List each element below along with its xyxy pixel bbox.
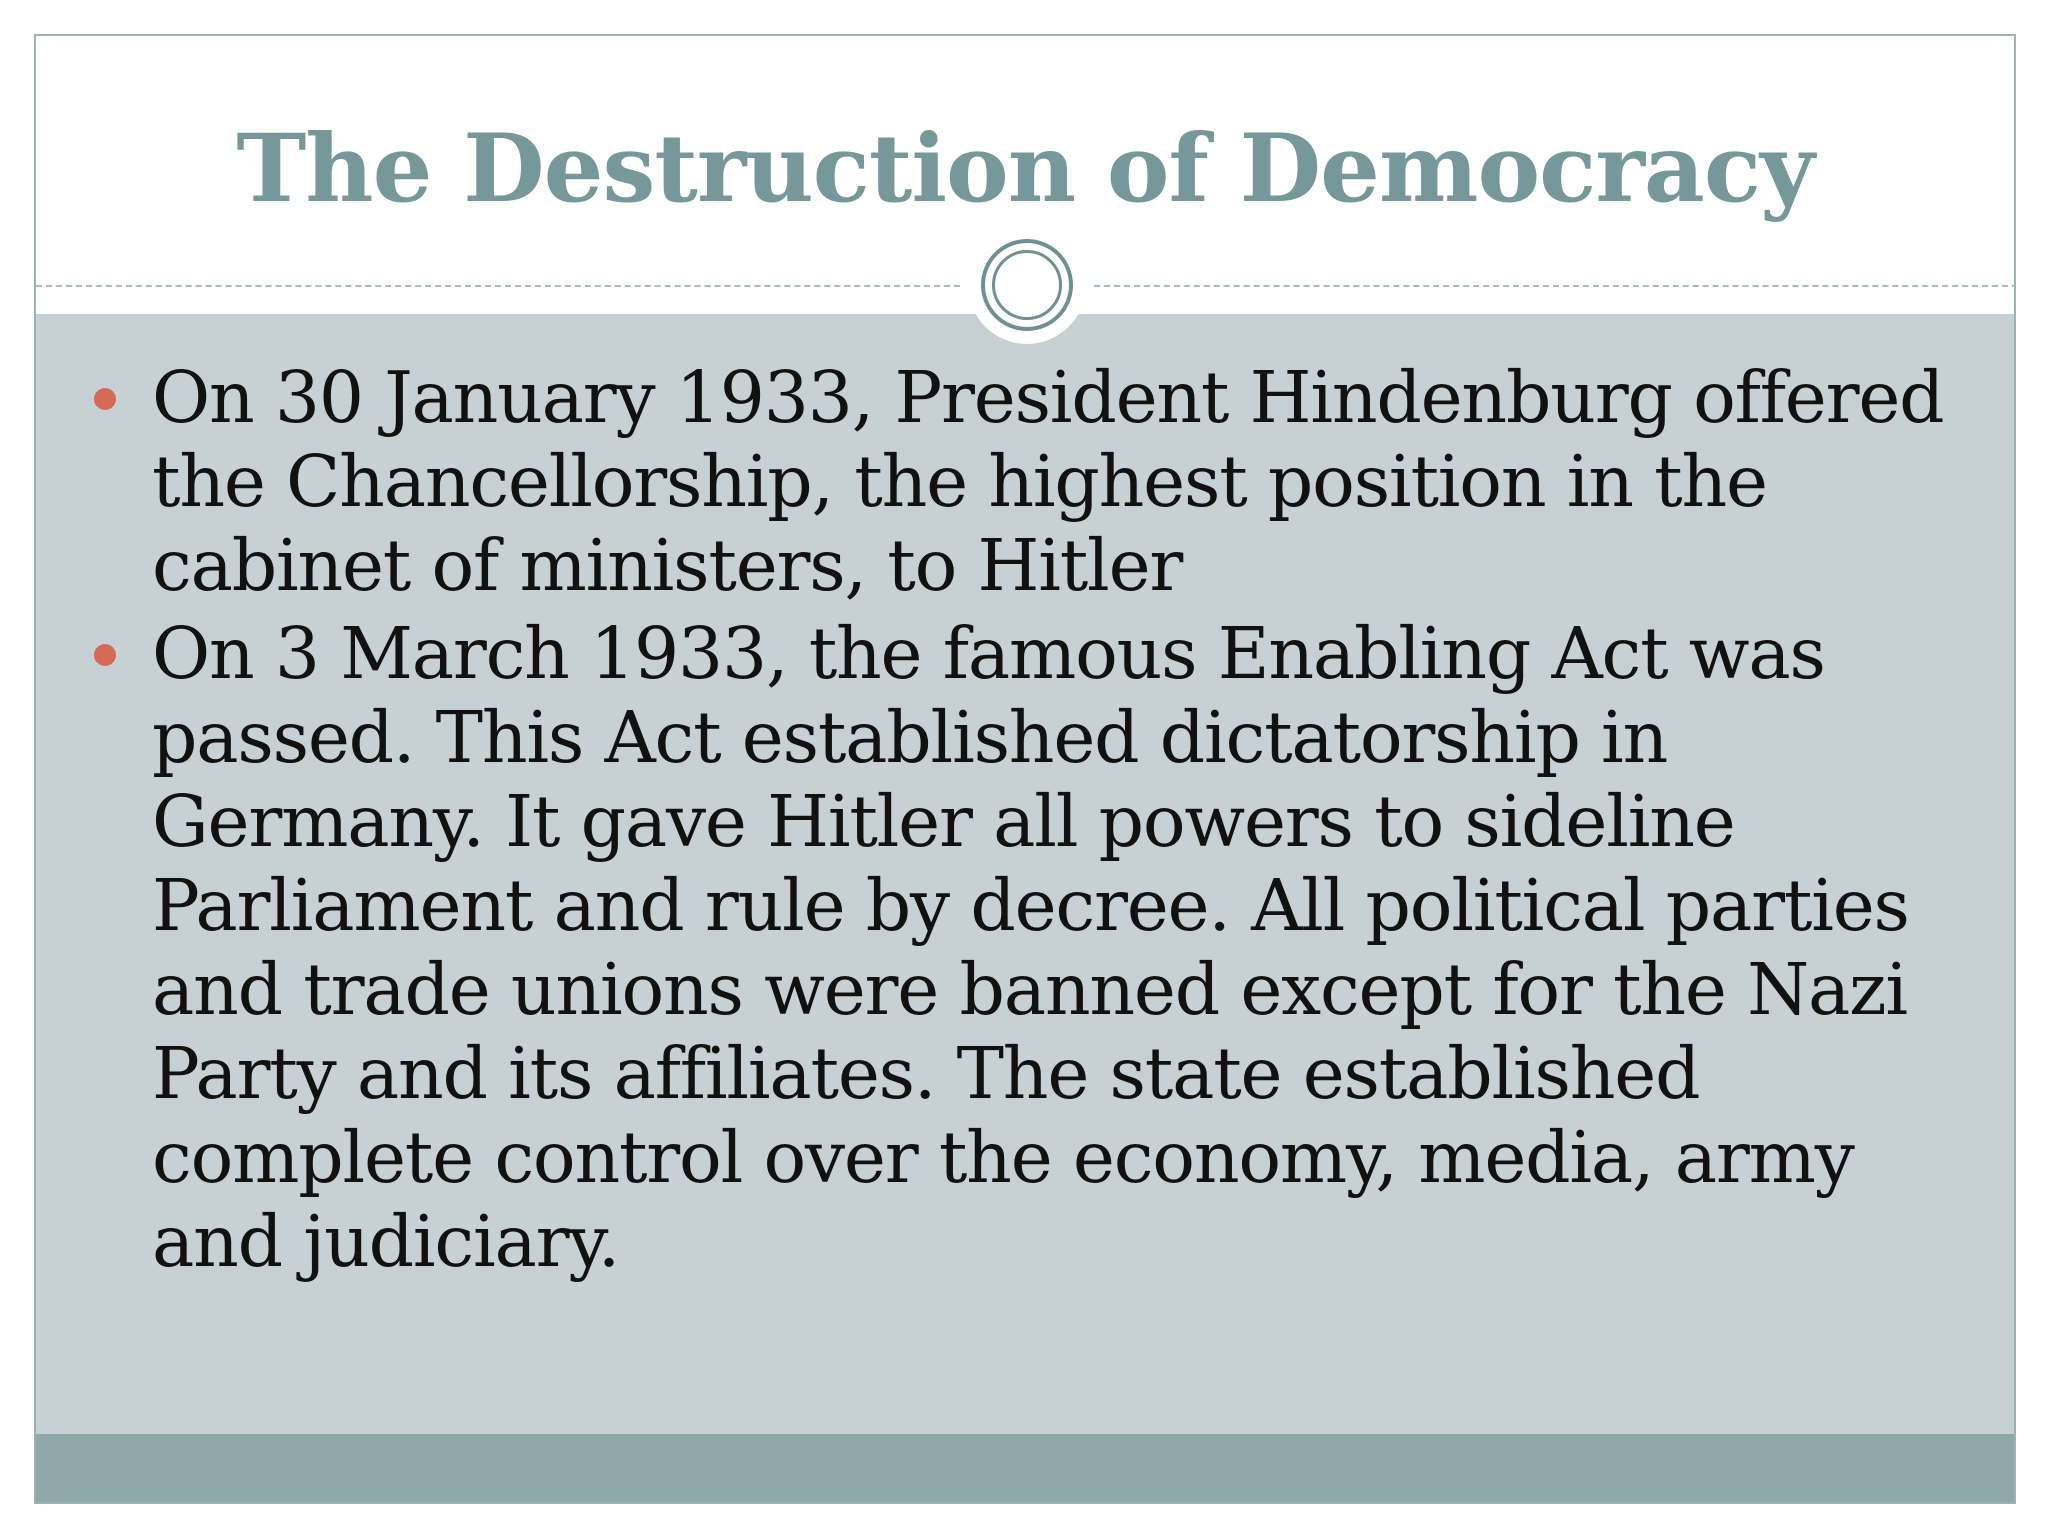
divider-left bbox=[36, 285, 960, 287]
bullet-list bbox=[36, 356, 2014, 1288]
divider-right bbox=[1094, 285, 2016, 287]
footer-band bbox=[36, 1434, 2014, 1504]
ring-ornament-icon bbox=[968, 226, 1086, 344]
bullet-item bbox=[36, 356, 2014, 608]
bullet-dot-icon bbox=[94, 644, 116, 666]
bullet-item bbox=[36, 612, 2014, 1284]
slide bbox=[34, 34, 2016, 1504]
bullet-dot-icon bbox=[94, 388, 116, 410]
slide-title: The Destruction of Democracy bbox=[236, 114, 1814, 224]
inner-ring-icon bbox=[992, 250, 1062, 320]
bullet-text: On 3 March 1933, the famous Enabling Act was passed. This Act established dictatorship in Germany. It gave Hitler all powers to sideline Parliament and rule by decree. All political parties and trade unions were banned except for the Nazi Party and its affiliates. The state established complete control over the economy, media, army and judiciary. bbox=[152, 612, 1909, 1283]
bullet-text: On 30 January 1933, President Hindenburg offered the Chancellorship, the highest position in the cabinet of ministers, to Hitler bbox=[152, 356, 1944, 607]
